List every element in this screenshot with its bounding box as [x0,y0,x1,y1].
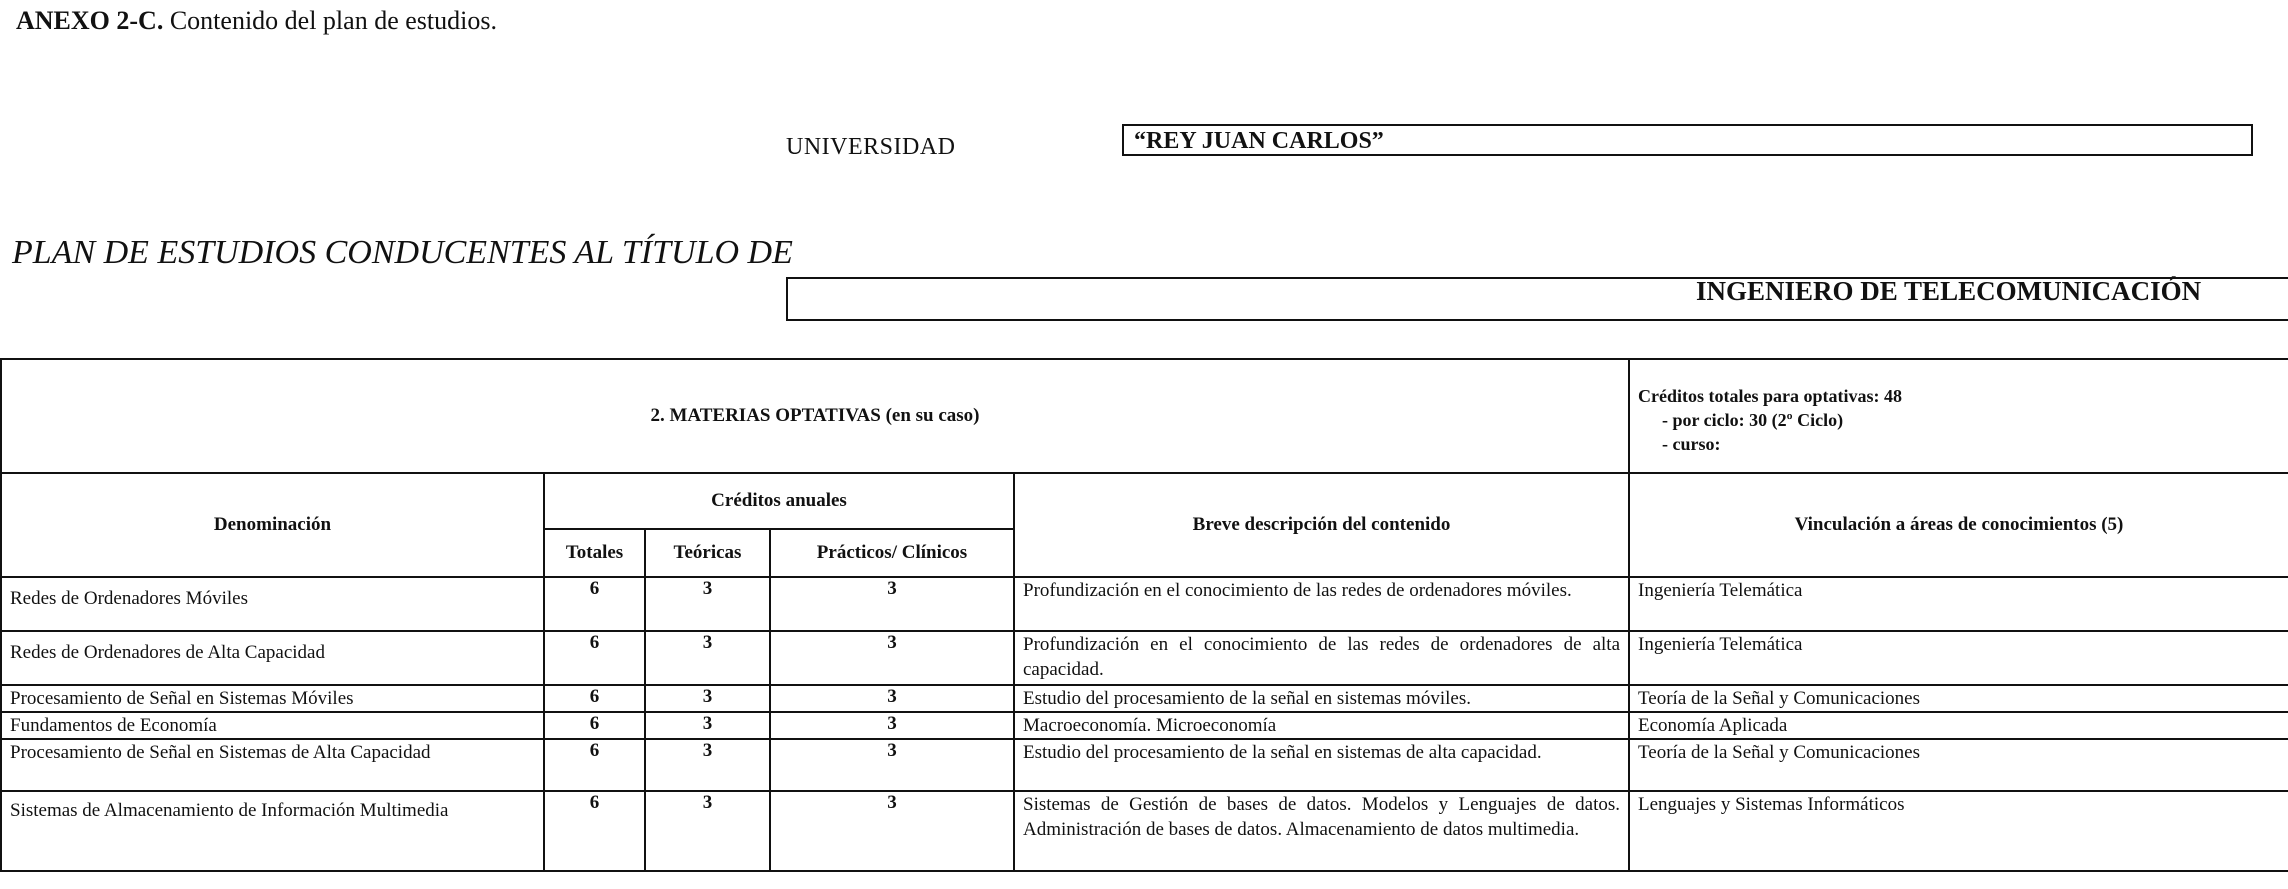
denominacion-cell: Procesamiento de Señal en Sistemas Móviles [1,685,544,712]
teoricas-cell: 3 [645,712,770,739]
denominacion-cell: Fundamentos de Economía [1,712,544,739]
totales-cell: 6 [544,739,645,791]
creditos-ciclo-line: - por ciclo: 30 (2º Ciclo) [1662,410,1844,430]
denominacion-cell: Sistemas de Almacenamiento de Información Multimedia [1,791,544,871]
table-row [1,791,2288,871]
col-totales: Totales [544,529,645,577]
teoricas-cell: 3 [645,791,770,871]
table-row [1,739,2288,791]
table-row [1,631,2288,685]
col-teoricas: Teóricas [645,529,770,577]
descripcion-cell: Profundización en el conocimiento de las redes de ordenadores móviles. [1014,577,1629,631]
anexo-description: Contenido del plan de estudios. [163,6,497,35]
vinculacion-cell: Teoría de la Señal y Comunicaciones [1629,685,2288,712]
vinculacion-cell: Ingeniería Telemática [1629,631,2288,685]
descripcion-cell: Sistemas de Gestión de bases de datos. Modelos y Lenguajes de datos. Administración de bases de datos. Almacenamiento de datos multimedia. [1014,791,1629,871]
col-practicos: Prácticos/ Clínicos [770,529,1014,577]
teoricas-cell: 3 [645,739,770,791]
creditos-totales-cell [1629,359,2288,473]
descripcion-cell: Profundización en el conocimiento de las redes de ordenadores de alta capacidad. [1014,631,1629,685]
practicos-cell: 3 [770,791,1014,871]
practicos-cell: 3 [770,712,1014,739]
teoricas-cell: 3 [645,685,770,712]
materias-optativas-header: 2. MATERIAS OPTATIVAS (en su caso) [1,359,1629,473]
totales-cell: 6 [544,577,645,631]
practicos-cell: 3 [770,685,1014,712]
table-row [1,685,2288,712]
teoricas-cell: 3 [645,631,770,685]
plan-title: PLAN DE ESTUDIOS CONDUCENTES AL TÍTULO DE [12,234,793,271]
practicos-cell: 3 [770,739,1014,791]
table-row [1,712,2288,739]
practicos-cell: 3 [770,577,1014,631]
vinculacion-cell: Lenguajes y Sistemas Informáticos [1629,791,2288,871]
materias-optativas-table [0,358,2288,872]
universidad-value: “REY JUAN CARLOS” [1134,128,1384,154]
teoricas-cell: 3 [645,577,770,631]
denominacion-cell: Redes de Ordenadores Móviles [1,577,544,631]
totales-cell: 6 [544,631,645,685]
practicos-cell: 3 [770,631,1014,685]
vinculacion-cell: Ingeniería Telemática [1629,577,2288,631]
document-heading [16,6,497,36]
creditos-curso-line: - curso: [1662,434,1721,454]
col-descripcion: Breve descripción del contenido [1014,473,1629,577]
descripcion-cell: Estudio del procesamiento de la señal en sistemas de alta capacidad. [1014,739,1629,791]
totales-cell: 6 [544,791,645,871]
vinculacion-cell: Teoría de la Señal y Comunicaciones [1629,739,2288,791]
col-creditos-anuales: Créditos anuales [544,473,1014,529]
col-vinculacion: Vinculación a áreas de conocimientos (5) [1629,473,2288,577]
table-title-row [1,359,2288,473]
table-row [1,577,2288,631]
universidad-label: UNIVERSIDAD [786,134,956,160]
creditos-totales-line: Créditos totales para optativas: 48 [1638,386,1902,406]
universidad-field [1122,124,2253,156]
totales-cell: 6 [544,685,645,712]
vinculacion-cell: Economía Aplicada [1629,712,2288,739]
col-denominacion: Denominación [1,473,544,577]
descripcion-cell: Estudio del procesamiento de la señal en sistemas móviles. [1014,685,1629,712]
column-header-row [1,473,2288,529]
totales-cell: 6 [544,712,645,739]
anexo-label: ANEXO 2-C. [16,6,164,35]
titulo-value: INGENIERO DE TELECOMUNICACIÓN [1696,276,2202,306]
descripcion-cell: Macroeconomía. Microeconomía [1014,712,1629,739]
denominacion-cell: Procesamiento de Señal en Sistemas de Alta Capacidad [1,739,544,791]
denominacion-cell: Redes de Ordenadores de Alta Capacidad [1,631,544,685]
